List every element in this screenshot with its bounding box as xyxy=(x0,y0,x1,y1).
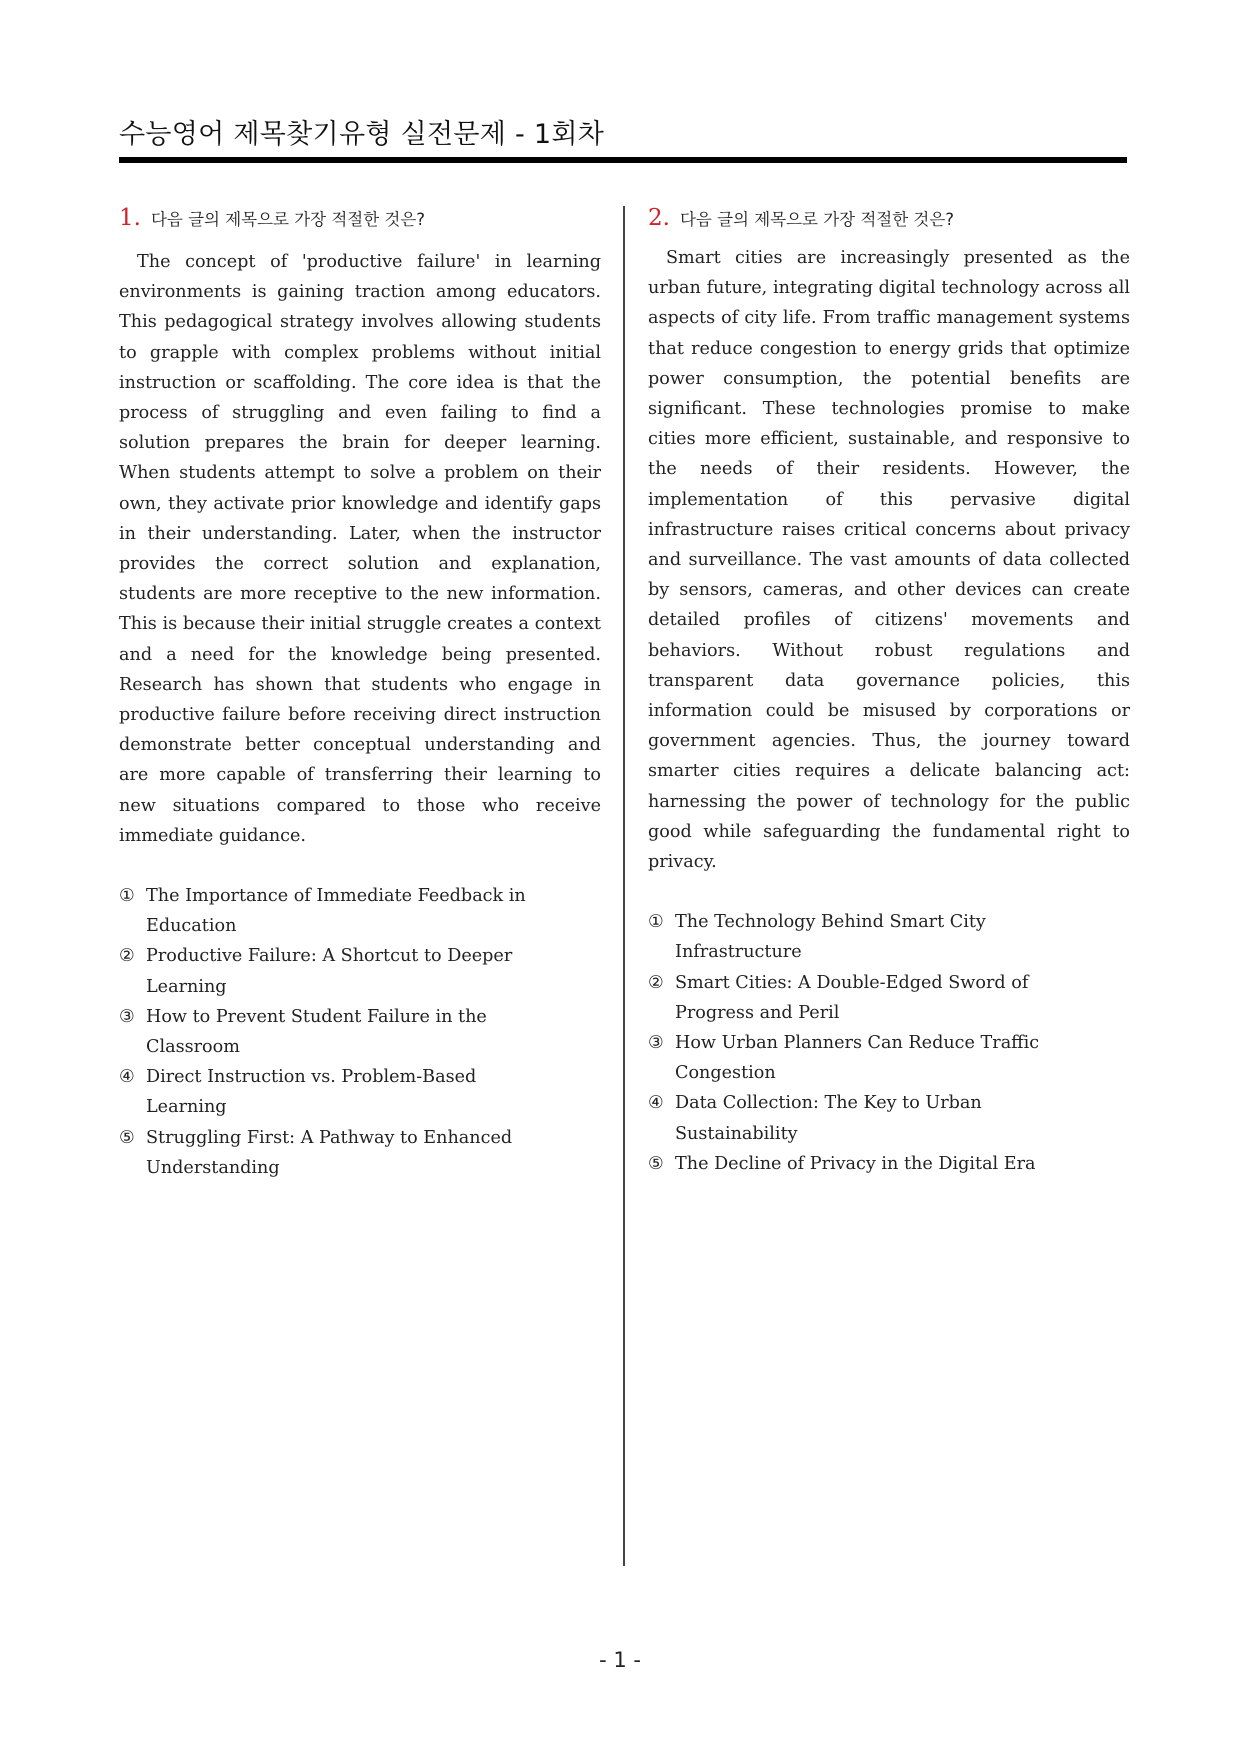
choice-marker: ② xyxy=(648,972,664,993)
question-2 xyxy=(648,205,1130,1179)
question-header xyxy=(119,205,601,231)
choice-marker: ① xyxy=(119,886,135,907)
answer-choices xyxy=(648,907,1130,1179)
choice-5[interactable] xyxy=(119,1123,601,1183)
choice-text: The Technology Behind Smart City Infrastructure xyxy=(675,912,986,963)
choice-marker: ① xyxy=(648,912,664,933)
page-title: 수능영어 제목찾기유형 실전문제 - 1회차 xyxy=(119,119,605,150)
column-divider xyxy=(623,206,625,1566)
choice-5[interactable] xyxy=(648,1149,1130,1179)
choice-1[interactable] xyxy=(119,881,601,941)
choice-marker: ⑤ xyxy=(119,1127,135,1148)
choice-3[interactable] xyxy=(119,1002,601,1062)
passage: Smart cities are increasingly presented as the urban future, integrating digital technology across all aspects of city life. From traffic management systems that reduce congestion to energy grids that optimize power consumption, the potential benefits are significant. These technologies promise to make cities more efficient, sustainable, and responsive to the needs of their residents. However, the implementation of this pervasive digital infrastructure raises critical concerns about privacy and surveillance. The vast amounts of data collected by sensors, cameras, and other devices can create detailed profiles of citizens' movements and behaviors. Without robust regulations and transparent data governance policies, this information could be misused by corporations or government agencies. Thus, the journey toward smarter cities requires a delicate balancing act: harnessing the power of technology for the public good while safeguarding the fundamental right to privacy. xyxy=(648,248,1130,873)
choice-text: How to Prevent Student Failure in the Classroom xyxy=(146,1006,487,1058)
choice-4[interactable] xyxy=(648,1088,1130,1148)
answer-choices xyxy=(119,881,601,1183)
question-1 xyxy=(119,205,601,1183)
choice-text: How Urban Planners Can Reduce Traffic Congestion xyxy=(675,1033,1040,1084)
question-header xyxy=(648,205,1130,231)
choice-text: Struggling First: A Pathway to Enhanced Understanding xyxy=(146,1127,513,1178)
choice-2[interactable] xyxy=(119,941,601,1001)
choice-2[interactable] xyxy=(648,968,1130,1028)
choice-text: Productive Failure: A Shortcut to Deeper Learning xyxy=(146,946,513,997)
choice-marker: ④ xyxy=(119,1067,135,1088)
choice-marker: ③ xyxy=(119,1006,135,1027)
question-number: 1. xyxy=(119,205,141,231)
choice-marker: ② xyxy=(119,946,135,967)
choice-text: Data Collection: The Key to Urban Sustainability xyxy=(675,1093,982,1144)
choice-marker: ④ xyxy=(648,1093,664,1114)
question-prompt: 다음 글의 제목으로 가장 적절한 것은? xyxy=(679,210,955,229)
choice-3[interactable] xyxy=(648,1028,1130,1088)
choice-text: The Decline of Privacy in the Digital Era xyxy=(675,1153,1036,1174)
choice-text: Smart Cities: A Double-Edged Sword of Progress and Peril xyxy=(675,972,1029,1023)
choice-text: The Importance of Immediate Feedback in Education xyxy=(146,886,526,937)
question-prompt: 다음 글의 제목으로 가장 적절한 것은? xyxy=(150,210,426,229)
passage: The concept of 'productive failure' in learning environments is gaining traction among educators. This pedagogical strategy involves allowing students to grapple with complex problems without initial instruction or scaffolding. The core idea is that the process of struggling and even failing to find a solution prepares the brain for deeper learning. When students attempt to solve a problem on their own, they activate prior knowledge and identify gaps in their understanding. Later, when the instructor provides the correct solution and explanation, students are more receptive to the new information. This is because their initial struggle creates a context and a need for the knowledge being presented. Research has shown that students who engage in productive failure before receiving direct instruction demonstrate better conceptual understanding and are more capable of transferring their learning to new situations compared to those who receive immediate guidance. xyxy=(119,252,601,846)
choice-marker: ③ xyxy=(648,1033,664,1054)
question-number: 2. xyxy=(648,205,670,231)
title-rule xyxy=(119,157,1127,163)
choice-text: Direct Instruction vs. Problem-Based Learning xyxy=(146,1067,477,1118)
page-number: - 1 - xyxy=(599,1648,641,1672)
choice-marker: ⑤ xyxy=(648,1153,664,1174)
choice-1[interactable] xyxy=(648,907,1130,967)
choice-4[interactable] xyxy=(119,1062,601,1122)
